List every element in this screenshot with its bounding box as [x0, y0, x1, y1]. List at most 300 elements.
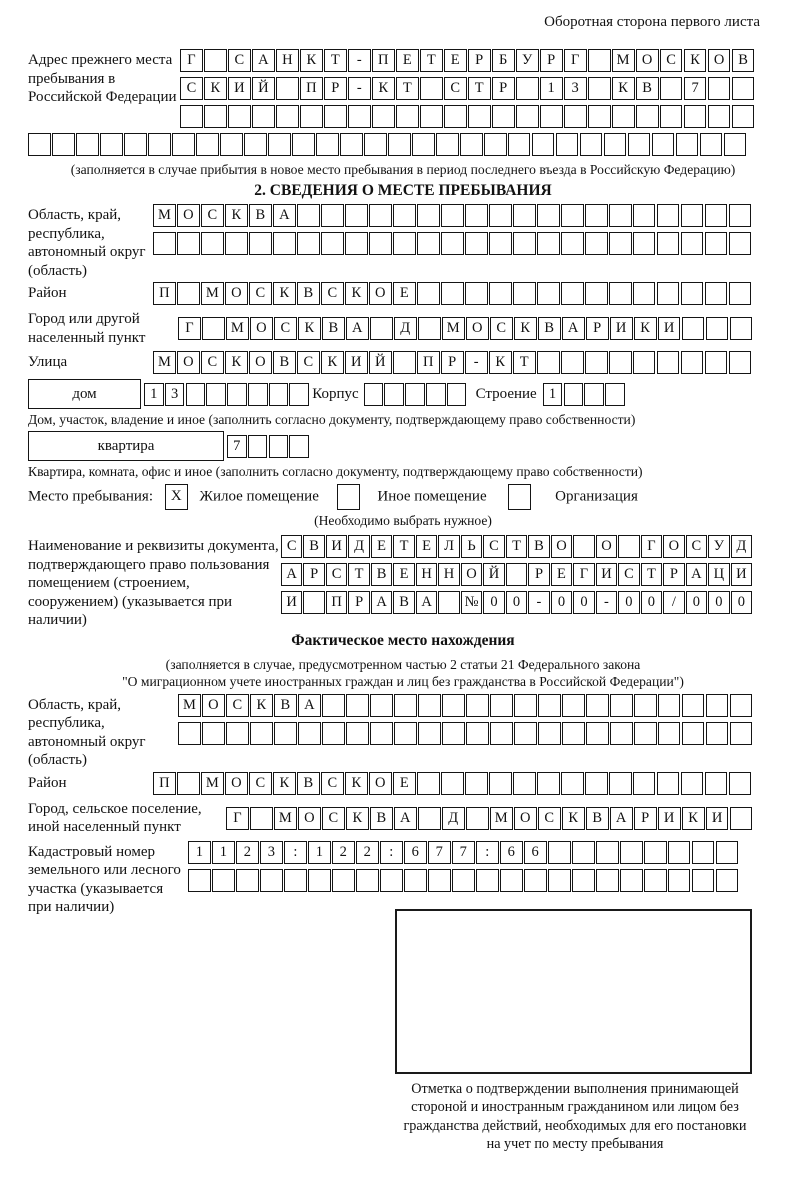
form-cell	[489, 232, 512, 255]
region-label: Область, край, республика, автономный округ (область)	[28, 207, 146, 279]
form-cell	[681, 772, 704, 795]
form-cell	[572, 841, 595, 864]
form-cell	[380, 869, 403, 892]
form-cell	[584, 383, 604, 406]
form-cell: И	[610, 317, 633, 340]
form-cell: П	[300, 77, 323, 100]
form-cell	[393, 232, 416, 255]
form-cell: С	[201, 351, 224, 374]
form-cell: П	[153, 772, 176, 795]
form-cell: -	[348, 49, 371, 72]
form-cell: В	[297, 772, 320, 795]
form-cell: Л	[438, 535, 459, 558]
form-cell	[441, 772, 464, 795]
form-cell	[588, 49, 611, 72]
form-cell	[537, 204, 560, 227]
form-cell	[268, 133, 291, 156]
form-cell	[441, 232, 464, 255]
form-cell	[332, 869, 355, 892]
form-cell	[364, 383, 384, 406]
form-cell: М	[226, 317, 249, 340]
form-cell: И	[228, 77, 251, 100]
form-cell: С	[274, 317, 297, 340]
form-cell	[705, 282, 728, 305]
form-cell	[204, 49, 227, 72]
form-cell: С	[201, 204, 224, 227]
form-cell	[561, 232, 584, 255]
form-cell: В	[297, 282, 320, 305]
form-cell	[633, 772, 656, 795]
form-cell	[321, 232, 344, 255]
prev-address-block	[28, 49, 778, 133]
cell-row	[180, 77, 756, 100]
form-cell	[228, 105, 251, 128]
form-cell: В	[538, 317, 561, 340]
form-cell	[369, 204, 392, 227]
form-cell: П	[372, 49, 395, 72]
form-cell	[628, 133, 651, 156]
form-cell: Й	[483, 563, 504, 586]
form-cell	[660, 77, 683, 100]
form-cell: А	[371, 591, 392, 614]
form-cell: И	[326, 535, 347, 558]
form-cell	[681, 204, 704, 227]
form-cell	[369, 232, 392, 255]
form-cell	[202, 722, 225, 745]
form-cell: Р	[348, 591, 369, 614]
form-cell: Н	[276, 49, 299, 72]
form-cell: Е	[444, 49, 467, 72]
form-cell: И	[281, 591, 302, 614]
form-cell: В	[249, 204, 272, 227]
cell-row-full-width	[28, 133, 778, 156]
form-cell	[537, 772, 560, 795]
form-cell	[466, 722, 489, 745]
form-cell	[732, 77, 755, 100]
form-cell	[508, 133, 531, 156]
form-cell: К	[300, 49, 323, 72]
form-cell: Г	[564, 49, 587, 72]
actual-region-rows	[178, 694, 754, 750]
form-cell	[668, 869, 691, 892]
form-cell	[633, 351, 656, 374]
form-cell	[172, 133, 195, 156]
form-cell: С	[686, 535, 707, 558]
form-cell	[465, 232, 488, 255]
form-cell	[730, 317, 753, 340]
form-cell	[452, 869, 475, 892]
form-cell	[708, 105, 731, 128]
form-cell	[604, 133, 627, 156]
form-cell	[609, 232, 632, 255]
form-cell: В	[528, 535, 549, 558]
form-cell: Д	[731, 535, 752, 558]
form-cell	[274, 722, 297, 745]
form-cell	[418, 317, 441, 340]
form-cell	[586, 694, 609, 717]
form-cell: Р	[663, 563, 684, 586]
form-cell	[633, 282, 656, 305]
form-cell: М	[201, 282, 224, 305]
form-cell	[516, 105, 539, 128]
checkbox-residential: X	[165, 484, 188, 510]
form-cell: К	[273, 282, 296, 305]
form-cell	[438, 591, 459, 614]
house-box: дом	[28, 379, 141, 409]
form-cell	[370, 722, 393, 745]
form-cell	[244, 133, 267, 156]
form-cell	[716, 841, 739, 864]
form-cell	[396, 105, 419, 128]
form-cell	[524, 869, 547, 892]
form-cell	[370, 317, 393, 340]
form-cell	[705, 232, 728, 255]
cell-row	[153, 772, 753, 795]
form-cell	[420, 77, 443, 100]
form-cell: В	[322, 317, 345, 340]
form-cell	[428, 869, 451, 892]
form-cell	[300, 105, 323, 128]
form-cell	[124, 133, 147, 156]
cell-row	[153, 351, 753, 374]
form-cell	[537, 282, 560, 305]
form-cell: Т	[468, 77, 491, 100]
form-cell: Ь	[461, 535, 482, 558]
form-cell	[226, 722, 249, 745]
form-cell	[588, 105, 611, 128]
form-cell: М	[274, 807, 297, 830]
form-cell	[52, 133, 75, 156]
form-cell: Г	[573, 563, 594, 586]
form-cell	[227, 383, 247, 406]
form-cell: Е	[393, 772, 416, 795]
form-cell	[273, 232, 296, 255]
form-cell: Й	[252, 77, 275, 100]
form-cell	[538, 722, 561, 745]
form-cell	[681, 282, 704, 305]
form-cell	[618, 535, 639, 558]
form-cell	[514, 694, 537, 717]
form-cell	[644, 841, 667, 864]
form-cell	[186, 383, 206, 406]
form-cell: Р	[468, 49, 491, 72]
form-cell	[585, 772, 608, 795]
form-cell	[586, 722, 609, 745]
form-cell: О	[708, 49, 731, 72]
form-cell: С	[228, 49, 251, 72]
form-cell	[250, 722, 273, 745]
form-cell: 0	[731, 591, 752, 614]
form-cell: 0	[483, 591, 504, 614]
form-cell: К	[514, 317, 537, 340]
form-cell	[716, 869, 739, 892]
form-cell	[298, 722, 321, 745]
form-cell	[573, 535, 594, 558]
form-cell: С	[326, 563, 347, 586]
form-cell: Е	[371, 535, 392, 558]
form-cell	[297, 204, 320, 227]
form-cell	[388, 133, 411, 156]
form-cell	[513, 282, 536, 305]
city-label: Город или другой населенный пункт	[28, 311, 146, 346]
form-cell	[417, 282, 440, 305]
form-cell	[321, 204, 344, 227]
form-cell: И	[658, 807, 681, 830]
form-cell	[405, 383, 425, 406]
form-cell: Т	[641, 563, 662, 586]
form-cell: И	[658, 317, 681, 340]
form-cell: К	[562, 807, 585, 830]
form-cell: Т	[506, 535, 527, 558]
form-cell	[76, 133, 99, 156]
form-cell: А	[686, 563, 707, 586]
form-cell: О	[596, 535, 617, 558]
form-cell	[178, 722, 201, 745]
form-cell: Е	[393, 563, 414, 586]
form-cell	[706, 694, 729, 717]
form-cell: А	[562, 317, 585, 340]
form-cell	[490, 694, 513, 717]
form-cell: А	[416, 591, 437, 614]
form-cell: В	[586, 807, 609, 830]
form-cell: 0	[686, 591, 707, 614]
form-cell: С	[321, 772, 344, 795]
document-label: Наименование и реквизиты документа, подтверждающего право пользования помещением (строением, сооружением) (указывается при наличии)	[28, 538, 279, 628]
form-cell: А	[281, 563, 302, 586]
form-cell	[276, 77, 299, 100]
form-cell: О	[369, 282, 392, 305]
form-cell	[100, 133, 123, 156]
form-cell	[657, 282, 680, 305]
form-cell: С	[226, 694, 249, 717]
form-cell	[289, 435, 309, 458]
form-cell: Г	[180, 49, 203, 72]
korpus-label: Корпус	[312, 385, 359, 402]
form-cell	[345, 204, 368, 227]
form-cell: С	[538, 807, 561, 830]
form-cell	[201, 232, 224, 255]
form-cell: О	[466, 317, 489, 340]
form-cell	[393, 351, 416, 374]
form-cell	[252, 105, 275, 128]
cadastre-label: Кадастровый номер земельного или лесного участка (указывается при наличии)	[28, 843, 181, 915]
form-cell: О	[225, 282, 248, 305]
form-cell: К	[346, 807, 369, 830]
form-cell	[489, 204, 512, 227]
form-cell	[500, 869, 523, 892]
stroenie-label: Строение	[475, 385, 537, 402]
form-cell	[460, 133, 483, 156]
form-cell	[657, 204, 680, 227]
checkbox-other-premises	[337, 484, 360, 510]
form-cell	[633, 204, 656, 227]
form-cell	[340, 133, 363, 156]
form-cell	[548, 841, 571, 864]
form-cell: В	[732, 49, 755, 72]
form-cell: 2	[236, 841, 259, 864]
form-cell: В	[273, 351, 296, 374]
form-cell: Т	[393, 535, 414, 558]
form-cell: В	[371, 563, 392, 586]
form-cell: Т	[348, 563, 369, 586]
form-cell	[506, 563, 527, 586]
form-cell	[394, 722, 417, 745]
form-cell	[561, 204, 584, 227]
form-cell	[657, 232, 680, 255]
form-cell: 1	[188, 841, 211, 864]
form-cell	[346, 722, 369, 745]
form-cell: 1	[543, 383, 563, 406]
form-cell	[657, 772, 680, 795]
form-cell	[269, 383, 289, 406]
form-cell: О	[250, 317, 273, 340]
form-cell: Р	[441, 351, 464, 374]
form-cell: И	[731, 563, 752, 586]
form-cell	[489, 282, 512, 305]
form-cell: Ц	[708, 563, 729, 586]
form-cell	[417, 204, 440, 227]
form-cell: О	[461, 563, 482, 586]
form-cell	[705, 772, 728, 795]
form-cell: :	[284, 841, 307, 864]
form-cell	[356, 869, 379, 892]
form-cell	[404, 869, 427, 892]
form-cell	[556, 133, 579, 156]
form-cell: У	[708, 535, 729, 558]
form-cell	[316, 133, 339, 156]
form-cell: 1	[540, 77, 563, 100]
actual-city-block	[28, 800, 778, 837]
form-cell: М	[612, 49, 635, 72]
cadastre-block	[28, 841, 778, 917]
form-cell: С	[249, 772, 272, 795]
form-cell	[248, 435, 268, 458]
form-cell	[612, 105, 635, 128]
form-cell	[730, 807, 753, 830]
form-cell	[700, 133, 723, 156]
form-cell	[394, 694, 417, 717]
form-cell	[657, 351, 680, 374]
page-header-note: Оборотная сторона первого листа	[544, 14, 760, 30]
form-cell	[585, 282, 608, 305]
form-cell: 0	[573, 591, 594, 614]
cell-row	[543, 383, 626, 406]
form-cell: П	[153, 282, 176, 305]
section2-title: 2. СВЕДЕНИЯ О МЕСТЕ ПРЕБЫВАНИЯ	[254, 182, 552, 199]
form-cell: :	[380, 841, 403, 864]
form-cell	[729, 204, 752, 227]
checkbox-organization	[508, 484, 531, 510]
form-cell: Г	[641, 535, 662, 558]
form-cell	[596, 869, 619, 892]
form-cell	[153, 232, 176, 255]
form-cell: Д	[348, 535, 369, 558]
form-cell	[580, 133, 603, 156]
form-cell	[636, 105, 659, 128]
form-cell	[303, 591, 324, 614]
form-cell: С	[281, 535, 302, 558]
form-cell	[476, 869, 499, 892]
form-cell	[620, 841, 643, 864]
form-cell: Р	[324, 77, 347, 100]
form-cell	[729, 282, 752, 305]
actual-district-label: Район	[28, 774, 67, 791]
stamp-box	[395, 909, 752, 1074]
option-other-premises-label: Иное помещение	[377, 488, 487, 505]
form-cell	[418, 694, 441, 717]
form-cell: 7	[227, 435, 247, 458]
form-cell	[513, 232, 536, 255]
form-cell: 6	[524, 841, 547, 864]
form-cell	[692, 869, 715, 892]
form-cell	[668, 841, 691, 864]
form-cell	[706, 722, 729, 745]
form-cell: Н	[438, 563, 459, 586]
form-cell: 6	[404, 841, 427, 864]
form-cell	[269, 435, 289, 458]
form-cell	[148, 133, 171, 156]
option-residential-label: Жилое помещение	[199, 488, 319, 505]
form-cell: 1	[308, 841, 331, 864]
form-cell: М	[178, 694, 201, 717]
form-cell	[609, 772, 632, 795]
form-cell	[466, 694, 489, 717]
cell-row	[188, 841, 740, 864]
form-cell	[442, 694, 465, 717]
form-cell	[466, 807, 489, 830]
form-cell	[729, 232, 752, 255]
option-organization-label: Организация	[555, 488, 638, 505]
form-cell: Й	[369, 351, 392, 374]
form-cell: А	[610, 807, 633, 830]
form-cell: :	[476, 841, 499, 864]
form-cell	[426, 383, 446, 406]
form-cell: С	[490, 317, 513, 340]
form-cell: Д	[394, 317, 417, 340]
form-cell: С	[444, 77, 467, 100]
form-cell: Р	[492, 77, 515, 100]
actual-district-block	[28, 772, 778, 800]
form-cell	[676, 133, 699, 156]
form-cell	[492, 105, 515, 128]
document-block	[28, 535, 778, 630]
form-cell	[322, 722, 345, 745]
cell-row	[180, 49, 756, 72]
form-cell: О	[177, 204, 200, 227]
form-cell	[236, 869, 259, 892]
form-cell: -	[465, 351, 488, 374]
cell-row	[180, 105, 756, 128]
form-cell	[249, 232, 272, 255]
form-cell: №	[461, 591, 482, 614]
form-cell: Р	[586, 317, 609, 340]
form-cell	[705, 351, 728, 374]
form-cell: 0	[641, 591, 662, 614]
form-cell	[633, 232, 656, 255]
form-cell	[260, 869, 283, 892]
form-cell: 2	[356, 841, 379, 864]
form-cell	[585, 204, 608, 227]
stay-type-label: Место пребывания:	[28, 488, 153, 505]
form-cell	[682, 317, 705, 340]
form-cell	[620, 869, 643, 892]
form-cell	[706, 317, 729, 340]
form-cell	[681, 351, 704, 374]
form-cell	[516, 77, 539, 100]
form-cell	[177, 282, 200, 305]
cell-row	[178, 722, 754, 745]
form-cell: С	[483, 535, 504, 558]
